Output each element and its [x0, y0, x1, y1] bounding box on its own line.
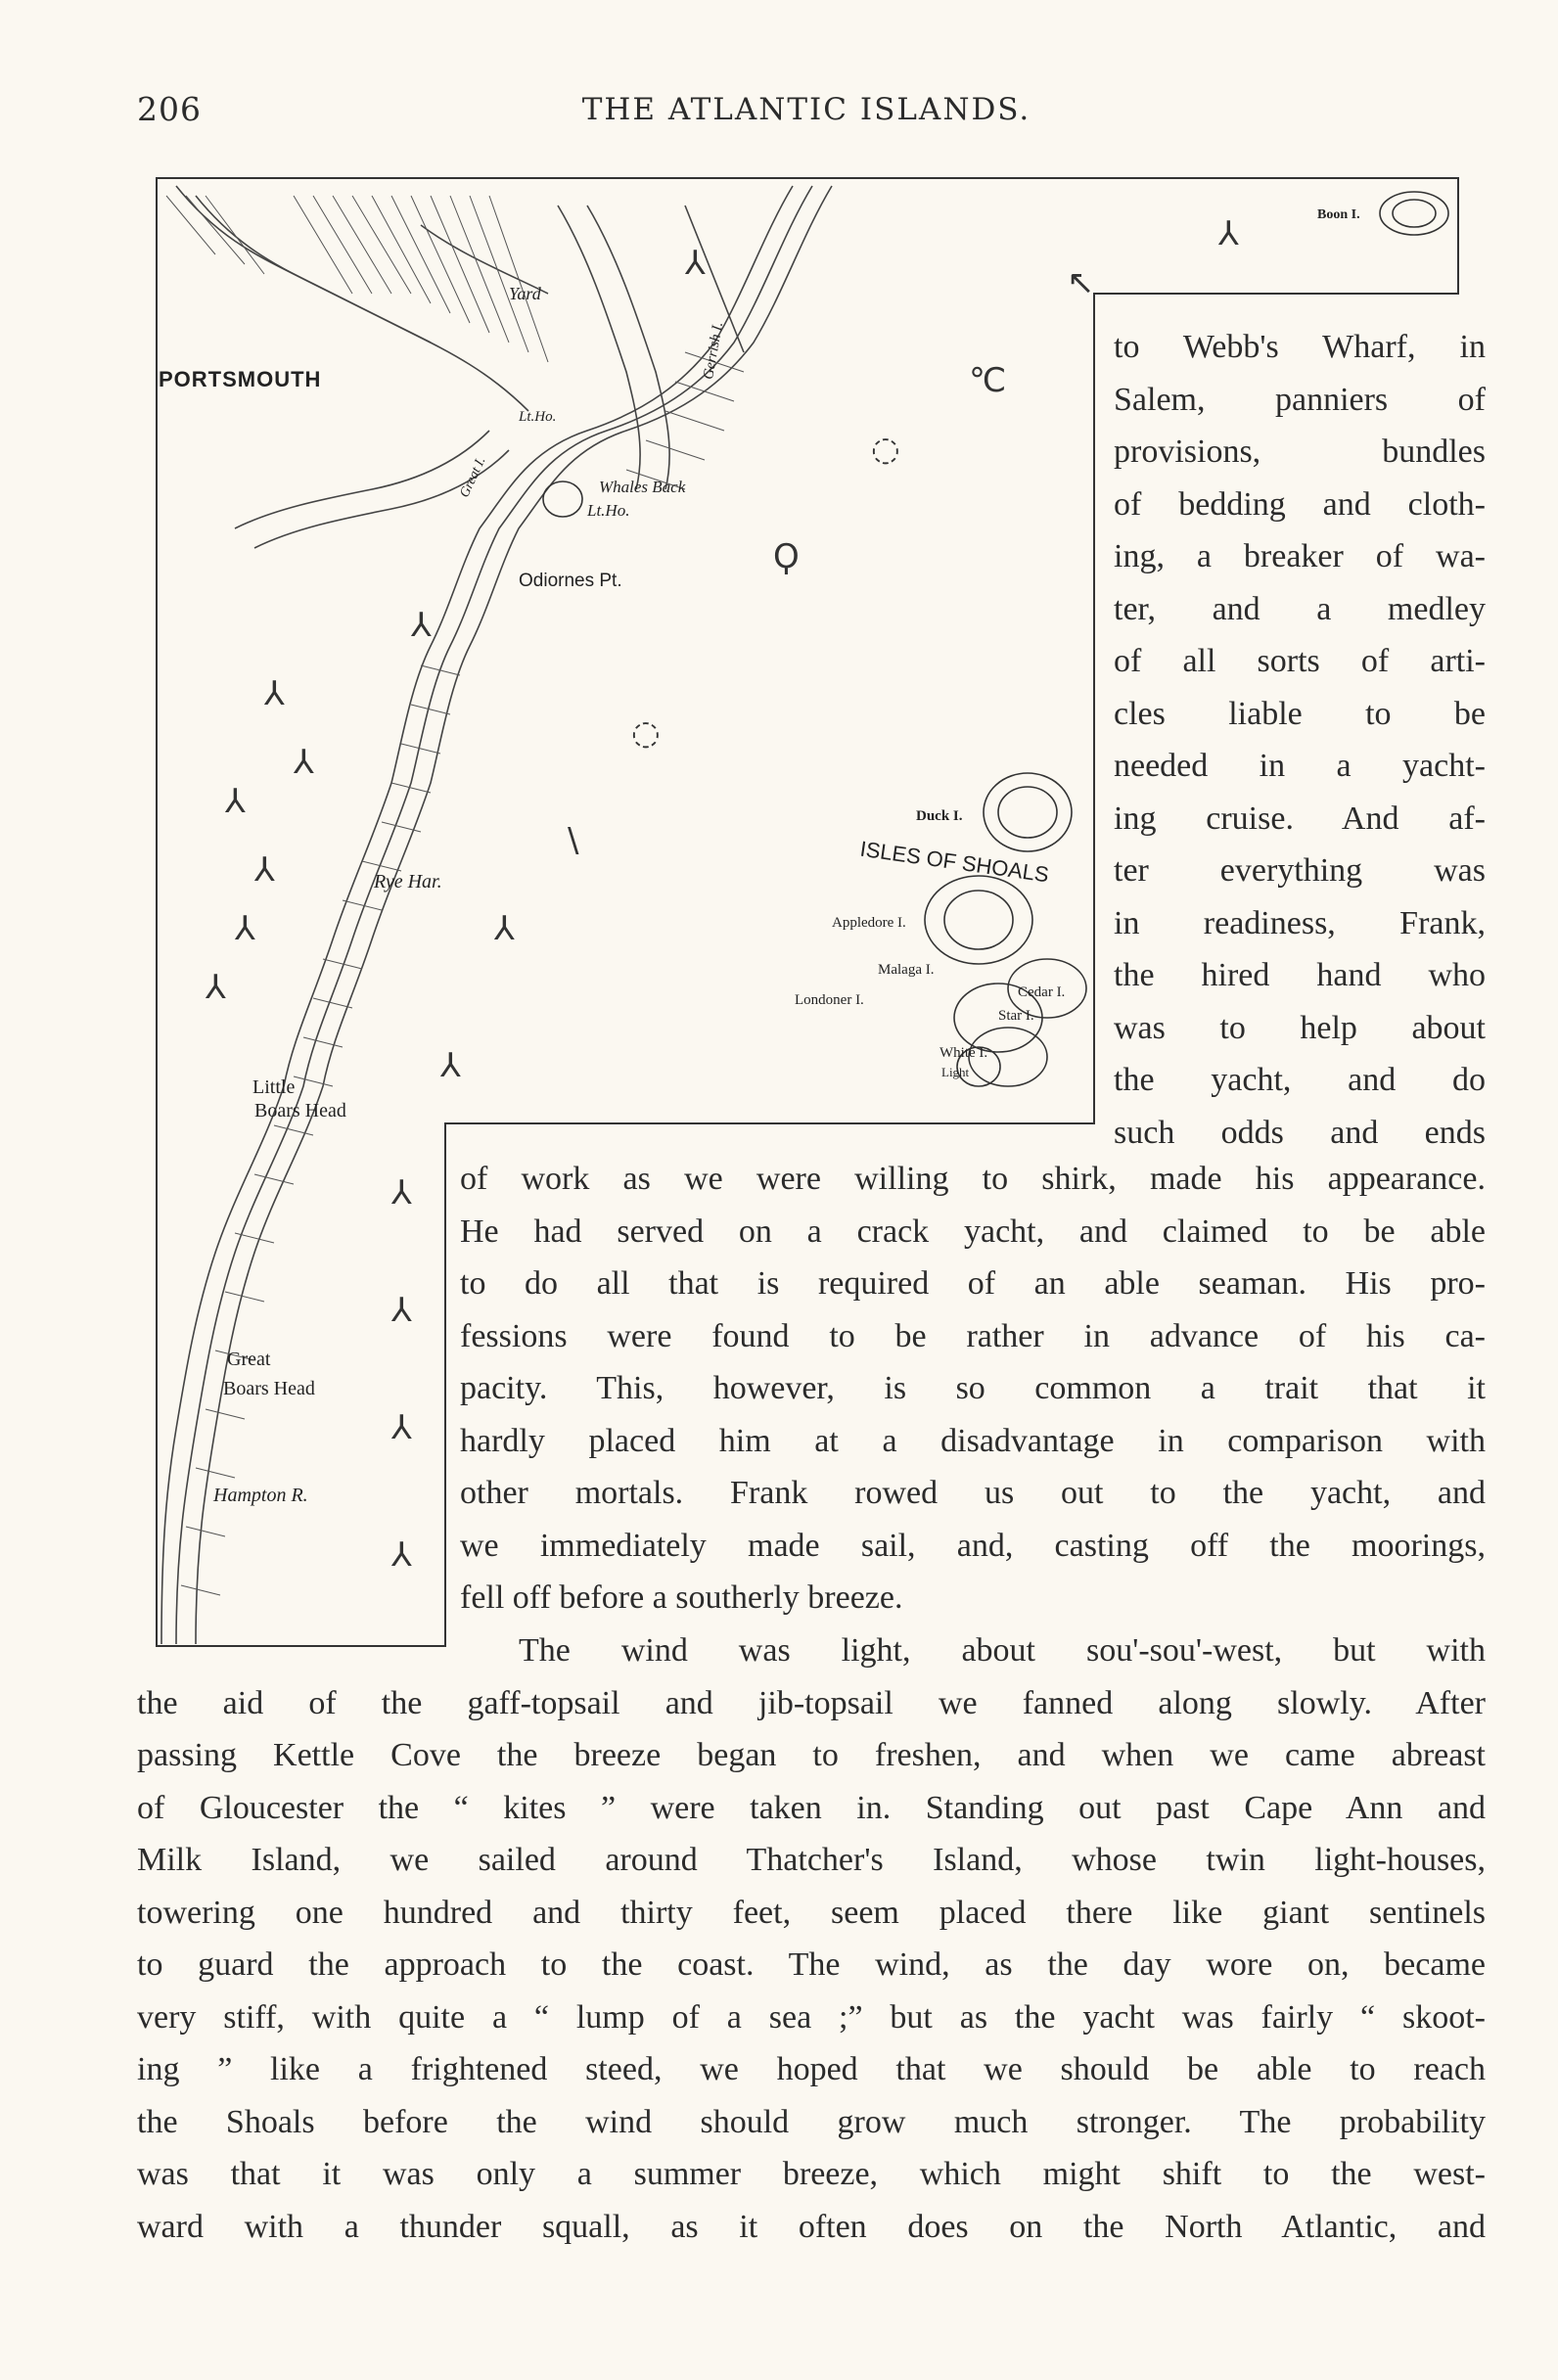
text-line: towering one hundred and thirty feet, seem placed there like giant sentinels	[137, 1894, 1486, 1931]
text-line: in readiness, Frank,	[1114, 904, 1486, 941]
svg-text:⅄: ⅄	[225, 782, 246, 821]
map-label-whales-back: Whales Back	[599, 478, 686, 496]
text-line: ing, a breaker of wa-	[1114, 538, 1486, 574]
map-label-star: Star I.	[998, 1008, 1034, 1024]
map-label-lt-ho: Lt.Ho.	[519, 409, 557, 425]
svg-text:⅄: ⅄	[391, 1291, 412, 1330]
text-line: ward with a thunder squall, as it often does on the North Atlantic, and	[137, 2208, 1486, 2245]
text-line: of bedding and cloth-	[1114, 485, 1486, 523]
svg-text:⅄: ⅄	[391, 1408, 412, 1447]
map-label-odiornes: Odiornes Pt.	[519, 571, 622, 591]
map-label-hampton: Hampton R.	[213, 1485, 308, 1506]
map-label-isles-of-shoals: ISLES OF SHOALS	[858, 836, 1051, 888]
svg-text:↖: ↖	[1067, 263, 1095, 302]
map-label-light: Light	[941, 1065, 970, 1079]
text-line: fessions were found to be rather in advance of his ca-	[460, 1317, 1486, 1354]
svg-text:\: \	[568, 821, 579, 860]
text-line: the hired hand who	[1114, 957, 1486, 993]
text-line: fell off before a southerly breeze.	[460, 1579, 903, 1616]
text-line: hardly placed him at a disadvantage in comparison with	[460, 1422, 1486, 1459]
svg-text:⅄: ⅄	[254, 850, 275, 890]
svg-text:⅄: ⅄	[391, 1535, 412, 1575]
text-line: such odds and ends	[1114, 1114, 1486, 1151]
running-head: THE ATLANTIC ISLANDS.	[581, 92, 1031, 127]
text-line: The wind was light, about sou'-sou'-west, but with	[519, 1632, 1486, 1669]
svg-text:℃: ℃	[969, 361, 1007, 400]
map-label-great-i: Great I.	[457, 454, 489, 500]
svg-text:⅄: ⅄	[440, 1046, 461, 1085]
svg-text:⅄: ⅄	[494, 909, 515, 948]
text-line: to Webb's Wharf, in	[1114, 329, 1486, 365]
svg-text:⅄: ⅄	[391, 1173, 412, 1213]
page-number: 206	[137, 90, 202, 128]
svg-text:⅄: ⅄	[685, 244, 706, 283]
text-line: passing Kettle Cove the breeze began to freshen, and when we came abreast	[137, 1737, 1486, 1773]
text-line: pacity. This, however, is so common a trait that it	[460, 1370, 1486, 1406]
text-line: Salem, panniers of	[1114, 381, 1486, 418]
svg-text:⅄: ⅄	[1218, 214, 1239, 253]
text-line: Milk Island, we sailed around Thatcher's Island, whose twin light-houses,	[137, 1842, 1486, 1878]
svg-text:◌: ◌	[871, 430, 900, 469]
text-line: ing cruise. And af-	[1114, 800, 1486, 837]
text-line: of work as we were willing to shirk, made his appearance.	[460, 1161, 1486, 1197]
map-label-little: Little	[252, 1076, 296, 1098]
map-label-yard: Yard	[509, 284, 541, 303]
text-line: the yacht, and do	[1114, 1062, 1486, 1098]
map-label-whales-back-lt: Lt.Ho.	[587, 501, 630, 520]
map-label-portsmouth: PORTSMOUTH	[159, 367, 322, 391]
text-line: of Gloucester the “ kites ” were taken in. Standing out past Cape Ann and	[137, 1789, 1486, 1826]
svg-text:⅄: ⅄	[206, 968, 226, 1007]
text-line: cles liable to be	[1114, 695, 1486, 732]
map-label-great: Great	[227, 1349, 271, 1370]
text-line: very stiff, with quite a “ lump of a sea ;” but as the yacht was fairly “ skoot-	[137, 1998, 1486, 2036]
text-line: the aid of the gaff-topsail and jib-topsail we fanned along slowly. After	[137, 1684, 1486, 1721]
map-label-rye: Rye Har.	[374, 871, 442, 892]
text-full-block	[137, 1625, 1486, 2253]
text-line: He had served on a crack yacht, and claimed to be able	[460, 1213, 1486, 1250]
map-label-gerrish: Gerrish I.	[701, 320, 727, 381]
text-line: provisions, bundles	[1114, 434, 1486, 470]
text-line: of all sorts of arti-	[1114, 643, 1486, 679]
text-column	[1114, 321, 1486, 1159]
map-label-cedar: Cedar I.	[1018, 984, 1066, 1000]
map-label-appledore: Appledore I.	[832, 915, 906, 931]
map-label-great-boars-head: Boars Head	[223, 1378, 315, 1399]
text-line: to do all that is required of an able seaman. His pro-	[460, 1265, 1486, 1302]
text-line: ing ” like a frightened steed, we hoped that we should be able to reach	[137, 2051, 1486, 2087]
text-line: to guard the approach to the coast. The wind, as the day wore on, became	[137, 1946, 1486, 1983]
text-line: was that it was only a summer breeze, which might shift to the west-	[137, 2156, 1486, 2192]
text-line: the Shoals before the wind should grow much stronger. The probability	[137, 2103, 1486, 2140]
map-label-boon: Boon I.	[1317, 207, 1360, 222]
map-label-boars-head: Boars Head	[254, 1100, 346, 1121]
svg-text:⅄: ⅄	[294, 743, 314, 782]
map-label-white: White I.	[939, 1045, 988, 1061]
text-line: needed in a yacht-	[1114, 748, 1486, 784]
text-line: other mortals. Frank rowed us out to the yacht, and	[460, 1475, 1486, 1511]
svg-text:Ϙ: Ϙ	[773, 537, 800, 576]
svg-text:⅄: ⅄	[264, 674, 285, 713]
svg-text:◌: ◌	[631, 713, 661, 753]
text-line: ter, and a medley	[1114, 590, 1486, 627]
svg-text:⅄: ⅄	[235, 909, 255, 948]
map-label-malaga: Malaga I.	[878, 962, 935, 978]
svg-text:⅄: ⅄	[411, 606, 432, 645]
map-label-londoner: Londoner I.	[795, 992, 864, 1008]
text-middle-block	[460, 1153, 1486, 1625]
text-line: we immediately made sail, and, casting off the moorings,	[460, 1527, 1486, 1564]
map-label-duck: Duck I.	[916, 808, 963, 824]
text-line: was to help about	[1114, 1009, 1486, 1046]
text-line: ter everything was	[1114, 852, 1486, 889]
